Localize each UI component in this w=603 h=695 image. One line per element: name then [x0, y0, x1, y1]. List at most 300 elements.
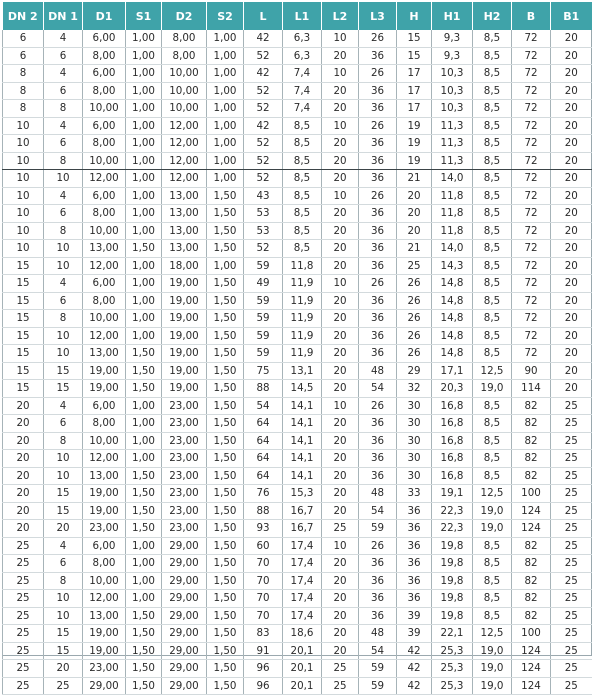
table-cell: 1,00 — [126, 30, 162, 47]
table-cell: 16,8 — [432, 467, 473, 485]
table-cell: 1,00 — [126, 117, 162, 135]
table-cell: 59 — [244, 292, 283, 310]
table-cell: 20 — [44, 660, 83, 678]
table-cell: 21 — [397, 240, 432, 258]
table-cell: 70 — [244, 572, 283, 590]
table-cell: 10 — [322, 187, 359, 205]
table-cell: 20 — [322, 467, 359, 485]
table-cell: 1,00 — [126, 47, 162, 65]
table-cell: 72 — [512, 257, 551, 275]
table-row — [3, 432, 592, 450]
table-cell: 6,00 — [83, 65, 126, 83]
table-cell: 11,8 — [283, 257, 322, 275]
table-row — [3, 607, 592, 625]
table-cell: 19,8 — [432, 607, 473, 625]
table-cell: 25 — [551, 677, 592, 695]
table-cell: 20 — [322, 380, 359, 398]
table-cell: 8,00 — [83, 292, 126, 310]
table-cell: 36 — [359, 257, 397, 275]
table-cell: 19,00 — [162, 327, 207, 345]
table-cell: 52 — [244, 100, 283, 118]
table-row — [3, 450, 592, 468]
table-cell: 1,00 — [126, 397, 162, 415]
table-cell: 12,00 — [162, 135, 207, 153]
table-cell: 6 — [44, 82, 83, 100]
table-cell: 19,8 — [432, 572, 473, 590]
table-cell: 26 — [397, 310, 432, 328]
table-cell: 12,00 — [83, 170, 126, 188]
table-row — [3, 47, 592, 65]
table-cell: 25 — [3, 660, 44, 678]
table-cell: 6,00 — [83, 187, 126, 205]
table-cell: 20 — [3, 502, 44, 520]
table-cell: 13,00 — [162, 240, 207, 258]
table-cell: 72 — [512, 275, 551, 293]
table-cell: 16,8 — [432, 415, 473, 433]
table-cell: 1,00 — [207, 30, 244, 47]
table-cell: 14,8 — [432, 275, 473, 293]
table-cell: 6,00 — [83, 30, 126, 47]
table-cell: 8,5 — [473, 467, 512, 485]
table-cell: 59 — [244, 310, 283, 328]
table-cell: 59 — [359, 520, 397, 538]
table-cell: 25 — [551, 555, 592, 573]
table-row — [3, 205, 592, 223]
table-cell: 8,5 — [473, 152, 512, 170]
table-cell: 1,00 — [126, 205, 162, 223]
table-cell: 8,00 — [83, 47, 126, 65]
table-cell: 20 — [322, 240, 359, 258]
table-cell: 72 — [512, 292, 551, 310]
table-cell: 1,50 — [126, 485, 162, 503]
table-cell: 20 — [551, 362, 592, 380]
table-cell: 1,00 — [126, 572, 162, 590]
table-cell: 26 — [359, 65, 397, 83]
table-cell: 10 — [44, 240, 83, 258]
table-cell: 72 — [512, 152, 551, 170]
table-cell: 1,50 — [207, 677, 244, 695]
table-cell: 72 — [512, 327, 551, 345]
table-cell: 20 — [322, 432, 359, 450]
column-header: D1 — [83, 2, 126, 30]
table-cell: 1,50 — [207, 187, 244, 205]
table-cell: 19,00 — [162, 310, 207, 328]
table-cell: 36 — [359, 292, 397, 310]
table-cell: 19,0 — [473, 380, 512, 398]
table-cell: 19,00 — [162, 380, 207, 398]
table-cell: 25 — [551, 537, 592, 555]
table-cell: 12,00 — [83, 450, 126, 468]
table-row — [3, 82, 592, 100]
table-cell: 9,3 — [432, 47, 473, 65]
table-cell: 36 — [359, 572, 397, 590]
table-cell: 59 — [359, 677, 397, 695]
table-row — [3, 677, 592, 695]
table-cell: 10,3 — [432, 65, 473, 83]
table-cell: 25 — [3, 677, 44, 695]
table-cell: 20 — [322, 100, 359, 118]
table-row — [3, 642, 592, 660]
table-cell: 30 — [397, 432, 432, 450]
table-cell: 8,5 — [473, 30, 512, 47]
table-cell: 20 — [551, 310, 592, 328]
table-cell: 59 — [359, 660, 397, 678]
table-cell: 10 — [322, 537, 359, 555]
table-cell: 14,1 — [283, 415, 322, 433]
table-cell: 1,00 — [126, 257, 162, 275]
table-cell: 29,00 — [162, 642, 207, 660]
column-header: S2 — [207, 2, 244, 30]
table-cell: 72 — [512, 47, 551, 65]
column-header: H — [397, 2, 432, 30]
table-cell: 20 — [322, 625, 359, 643]
column-header: S1 — [126, 2, 162, 30]
table-cell: 12,5 — [473, 625, 512, 643]
table-cell: 1,00 — [126, 537, 162, 555]
table-cell: 13,00 — [162, 187, 207, 205]
table-cell: 15 — [397, 47, 432, 65]
table-cell: 25 — [3, 642, 44, 660]
table-cell: 1,50 — [126, 467, 162, 485]
table-cell: 1,00 — [126, 590, 162, 608]
table-cell: 8,5 — [473, 257, 512, 275]
table-cell: 1,50 — [207, 240, 244, 258]
table-cell: 36 — [359, 450, 397, 468]
table-cell: 29,00 — [162, 537, 207, 555]
table-cell: 25 — [551, 485, 592, 503]
table-cell: 20 — [551, 240, 592, 258]
table-cell: 1,00 — [126, 432, 162, 450]
table-cell: 6,00 — [83, 117, 126, 135]
table-cell: 17 — [397, 65, 432, 83]
table-cell: 49 — [244, 275, 283, 293]
table-cell: 25 — [551, 450, 592, 468]
table-cell: 29 — [397, 362, 432, 380]
table-cell: 1,50 — [207, 607, 244, 625]
dimension-table — [2, 2, 592, 695]
table-cell: 36 — [359, 240, 397, 258]
table-cell: 72 — [512, 82, 551, 100]
table-cell: 96 — [244, 677, 283, 695]
table-cell: 25 — [551, 625, 592, 643]
table-row — [3, 380, 592, 398]
table-cell: 4 — [44, 65, 83, 83]
table-cell: 20 — [44, 520, 83, 538]
table-cell: 4 — [44, 537, 83, 555]
table-cell: 25 — [551, 432, 592, 450]
table-cell: 54 — [244, 397, 283, 415]
table-cell: 16,8 — [432, 397, 473, 415]
table-cell: 53 — [244, 222, 283, 240]
table-cell: 11,9 — [283, 327, 322, 345]
table-cell: 4 — [44, 275, 83, 293]
table-cell: 20 — [397, 222, 432, 240]
table-cell: 1,50 — [207, 660, 244, 678]
table-cell: 23,00 — [162, 520, 207, 538]
table-cell: 1,00 — [207, 47, 244, 65]
table-cell: 4 — [44, 397, 83, 415]
table-cell: 36 — [359, 135, 397, 153]
table-cell: 11,3 — [432, 117, 473, 135]
table-cell: 8,5 — [283, 170, 322, 188]
table-cell: 124 — [512, 677, 551, 695]
table-cell: 70 — [244, 590, 283, 608]
table-cell: 14,0 — [432, 240, 473, 258]
table-cell: 8 — [44, 432, 83, 450]
table-cell: 23,00 — [162, 467, 207, 485]
table-cell: 93 — [244, 520, 283, 538]
table-cell: 1,50 — [207, 642, 244, 660]
table-cell: 18,6 — [283, 625, 322, 643]
table-cell: 22,1 — [432, 625, 473, 643]
table-cell: 10 — [44, 467, 83, 485]
table-cell: 8,5 — [283, 205, 322, 223]
table-cell: 10 — [3, 222, 44, 240]
table-row — [3, 397, 592, 415]
table-cell: 20 — [551, 257, 592, 275]
table-cell: 8,5 — [473, 537, 512, 555]
column-header: L3 — [359, 2, 397, 30]
table-cell: 114 — [512, 380, 551, 398]
table-cell: 36 — [397, 590, 432, 608]
table-cell: 1,00 — [126, 327, 162, 345]
table-cell: 1,50 — [207, 362, 244, 380]
table-cell: 19,00 — [162, 345, 207, 363]
table-cell: 1,50 — [207, 292, 244, 310]
table-cell: 1,00 — [207, 135, 244, 153]
table-cell: 6,00 — [83, 397, 126, 415]
table-cell: 25 — [44, 677, 83, 695]
table-row — [3, 222, 592, 240]
table-cell: 82 — [512, 607, 551, 625]
table-cell: 8,00 — [83, 135, 126, 153]
table-cell: 8,5 — [473, 345, 512, 363]
table-cell: 19,00 — [162, 362, 207, 380]
table-cell: 26 — [397, 275, 432, 293]
table-cell: 10 — [3, 117, 44, 135]
table-cell: 13,00 — [83, 467, 126, 485]
table-cell: 52 — [244, 152, 283, 170]
table-cell: 13,1 — [283, 362, 322, 380]
table-cell: 8,5 — [283, 222, 322, 240]
table-cell: 1,50 — [207, 415, 244, 433]
table-cell: 10 — [322, 117, 359, 135]
column-header: B1 — [551, 2, 592, 30]
table-cell: 10 — [44, 590, 83, 608]
column-header: D2 — [162, 2, 207, 30]
table-row — [3, 502, 592, 520]
table-cell: 20 — [322, 292, 359, 310]
table-cell: 19 — [397, 152, 432, 170]
table-cell: 23,00 — [162, 485, 207, 503]
table-cell: 1,50 — [126, 607, 162, 625]
table-row — [3, 275, 592, 293]
table-cell: 21 — [397, 170, 432, 188]
table-cell: 20 — [3, 485, 44, 503]
table-row — [3, 310, 592, 328]
table-cell: 14,8 — [432, 345, 473, 363]
table-cell: 14,1 — [283, 467, 322, 485]
table-cell: 25 — [551, 502, 592, 520]
table-cell: 20 — [3, 432, 44, 450]
table-cell: 25 — [3, 590, 44, 608]
table-cell: 1,00 — [126, 100, 162, 118]
column-header: L — [244, 2, 283, 30]
table-cell: 36 — [397, 572, 432, 590]
table-row — [3, 117, 592, 135]
table-cell: 1,50 — [207, 345, 244, 363]
table-cell: 36 — [359, 205, 397, 223]
table-cell: 8,5 — [473, 187, 512, 205]
table-cell: 19,00 — [83, 380, 126, 398]
table-cell: 20,1 — [283, 660, 322, 678]
table-cell: 13,00 — [83, 345, 126, 363]
table-cell: 1,00 — [207, 82, 244, 100]
table-cell: 10,00 — [83, 152, 126, 170]
table-cell: 100 — [512, 625, 551, 643]
table-cell: 82 — [512, 397, 551, 415]
table-cell: 20 — [551, 30, 592, 47]
table-cell: 48 — [359, 362, 397, 380]
table-row — [3, 292, 592, 310]
table-cell: 6 — [44, 415, 83, 433]
table-cell: 72 — [512, 310, 551, 328]
table-cell: 10 — [44, 607, 83, 625]
table-cell: 19,1 — [432, 485, 473, 503]
table-cell: 7,4 — [283, 65, 322, 83]
table-row — [3, 415, 592, 433]
table-cell: 9,3 — [432, 30, 473, 47]
table-cell: 11,9 — [283, 345, 322, 363]
table-cell: 26 — [397, 327, 432, 345]
table-cell: 1,00 — [207, 100, 244, 118]
table-cell: 11,8 — [432, 187, 473, 205]
table-cell: 10,00 — [83, 572, 126, 590]
table-cell: 14,8 — [432, 327, 473, 345]
table-cell: 12,00 — [83, 327, 126, 345]
table-cell: 14,5 — [283, 380, 322, 398]
table-cell: 8 — [44, 100, 83, 118]
table-cell: 30 — [397, 415, 432, 433]
table-cell: 1,50 — [207, 502, 244, 520]
table-cell: 20 — [322, 642, 359, 660]
table-cell: 1,50 — [207, 520, 244, 538]
table-cell: 19,8 — [432, 590, 473, 608]
table-row — [3, 100, 592, 118]
table-cell: 33 — [397, 485, 432, 503]
table-cell: 72 — [512, 240, 551, 258]
table-cell: 25,3 — [432, 660, 473, 678]
table-cell: 10 — [44, 327, 83, 345]
table-cell: 14,1 — [283, 432, 322, 450]
table-cell: 15 — [44, 362, 83, 380]
table-cell: 25,3 — [432, 642, 473, 660]
table-row — [3, 30, 592, 47]
table-cell: 17,4 — [283, 607, 322, 625]
table-cell: 8,5 — [283, 240, 322, 258]
table-cell: 15 — [3, 257, 44, 275]
table-row — [3, 660, 592, 678]
table-cell: 8,5 — [473, 415, 512, 433]
table-cell: 8,5 — [473, 327, 512, 345]
table-cell: 6 — [3, 47, 44, 65]
table-cell: 20 — [322, 222, 359, 240]
table-cell: 8,00 — [83, 415, 126, 433]
table-cell: 8,5 — [473, 222, 512, 240]
table-cell: 7,4 — [283, 100, 322, 118]
table-cell: 1,50 — [126, 642, 162, 660]
table-cell: 1,00 — [126, 82, 162, 100]
table-cell: 36 — [359, 82, 397, 100]
table-cell: 72 — [512, 117, 551, 135]
table-cell: 1,50 — [207, 555, 244, 573]
table-cell: 29,00 — [162, 555, 207, 573]
table-cell: 20 — [322, 170, 359, 188]
table-cell: 1,50 — [207, 450, 244, 468]
table-cell: 6 — [44, 292, 83, 310]
table-cell: 54 — [359, 380, 397, 398]
table-cell: 10 — [44, 257, 83, 275]
table-cell: 25 — [551, 642, 592, 660]
table-cell: 25 — [551, 415, 592, 433]
table-cell: 10 — [44, 170, 83, 188]
table-cell: 13,00 — [83, 607, 126, 625]
table-cell: 8,5 — [473, 432, 512, 450]
table-cell: 18,00 — [162, 257, 207, 275]
table-cell: 1,50 — [207, 432, 244, 450]
table-cell: 23,00 — [162, 502, 207, 520]
table-cell: 90 — [512, 362, 551, 380]
table-cell: 7,4 — [283, 82, 322, 100]
table-cell: 32 — [397, 380, 432, 398]
table-cell: 8 — [44, 222, 83, 240]
table-cell: 52 — [244, 47, 283, 65]
table-cell: 11,9 — [283, 292, 322, 310]
table-cell: 1,50 — [207, 625, 244, 643]
table-cell: 59 — [244, 257, 283, 275]
table-cell: 19,0 — [473, 660, 512, 678]
table-cell: 23,00 — [162, 397, 207, 415]
column-header: H2 — [473, 2, 512, 30]
table-cell: 25,3 — [432, 677, 473, 695]
table-cell: 8,00 — [83, 82, 126, 100]
column-header: L2 — [322, 2, 359, 30]
table-cell: 20 — [551, 117, 592, 135]
table-cell: 15 — [3, 310, 44, 328]
table-cell: 16,7 — [283, 520, 322, 538]
table-cell: 52 — [244, 135, 283, 153]
table-cell: 1,00 — [126, 275, 162, 293]
table-cell: 1,50 — [126, 362, 162, 380]
table-cell: 43 — [244, 187, 283, 205]
table-cell: 36 — [359, 152, 397, 170]
table-cell: 52 — [244, 240, 283, 258]
table-row — [3, 520, 592, 538]
table-row — [3, 590, 592, 608]
table-cell: 36 — [359, 555, 397, 573]
table-cell: 16,8 — [432, 432, 473, 450]
table-cell: 1,00 — [126, 222, 162, 240]
table-cell: 15 — [44, 380, 83, 398]
table-cell: 8 — [3, 100, 44, 118]
table-cell: 11,3 — [432, 152, 473, 170]
table-cell: 19 — [397, 135, 432, 153]
table-row — [3, 152, 592, 170]
table-cell: 82 — [512, 590, 551, 608]
table-cell: 82 — [512, 415, 551, 433]
table-cell: 42 — [397, 660, 432, 678]
table-cell: 12,5 — [473, 485, 512, 503]
